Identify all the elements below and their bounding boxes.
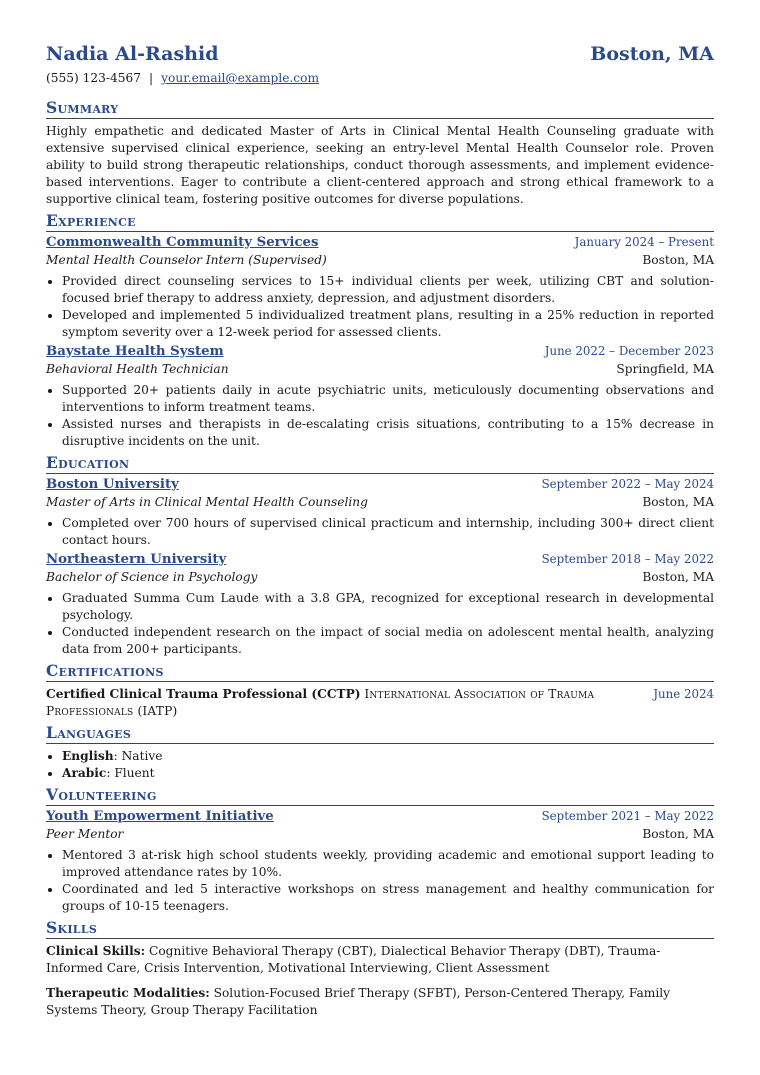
section-title-certifications: Certifications <box>46 662 714 682</box>
email-link[interactable]: your.email@example.com <box>161 71 320 85</box>
phone-number: (555) 123-4567 <box>46 71 142 85</box>
section-title-languages: Languages <box>46 724 714 744</box>
list-item: • Conducted independent research on the impact of social media on adolescent mental health, analyzing data from 200+ participants. <box>62 624 714 658</box>
certification-entry <box>46 686 714 720</box>
section-title-education: Education <box>46 454 714 474</box>
language-level: : Native <box>113 749 163 763</box>
contact-line <box>46 70 714 87</box>
bullet-list <box>46 382 714 450</box>
skill-group-label: Therapeutic Modalities: <box>46 986 210 1000</box>
list-item: • Supported 20+ patients daily in acute psychiatric units, meticulously documenting observations and interventions to inform treatment teams. <box>62 382 714 416</box>
job-location: Boston, MA <box>642 253 714 267</box>
language-item <box>62 765 714 782</box>
bullet-list <box>46 847 714 915</box>
school-location: Boston, MA <box>642 570 714 584</box>
org-link[interactable]: Youth Empowerment Initiative <box>46 809 274 824</box>
section-title-volunteering: Volunteering <box>46 786 714 806</box>
date-range: June 2022 – December 2023 <box>544 344 714 358</box>
education-entry <box>46 476 714 549</box>
bullet-list <box>46 515 714 549</box>
org-link[interactable]: Baystate Health System <box>46 344 224 359</box>
skill-group-text: Cognitive Behavioral Therapy (CBT), Dialectical Behavior Therapy (DBT), Trauma-Informed Care, Crisis Intervention, Motivational Interviewing, Client Assessment <box>46 944 661 975</box>
date-range: September 2018 – May 2022 <box>541 552 714 566</box>
list-item: • Mentored 3 at-risk high school students weekly, providing academic and emotional support leading to improved attendance rates by 10%. <box>62 847 714 881</box>
org-link[interactable]: Northeastern University <box>46 552 227 567</box>
language-name: Arabic <box>62 766 107 780</box>
education-entry <box>46 551 714 658</box>
list-item: • Completed over 700 hours of supervised clinical practicum and internship, including 300+ direct client contact hours. <box>62 515 714 549</box>
certification-name: Certified Clinical Trauma Professional (CCTP) <box>46 687 361 701</box>
experience-entry <box>46 343 714 450</box>
bullet-list <box>46 273 714 341</box>
school-location: Boston, MA <box>642 495 714 509</box>
skill-group-text: Solution-Focused Brief Therapy (SFBT), Person-Centered Therapy, Family Systems Theory, Group Therapy Facilitation <box>46 986 671 1017</box>
candidate-location: Boston, MA <box>590 43 714 65</box>
date-range: September 2022 – May 2024 <box>541 477 714 491</box>
language-item <box>62 748 714 765</box>
list-item: • Developed and implemented 5 individualized treatment plans, resulting in a 25% reduction in reported symptom severity over a 12-week period for assessed clients. <box>62 307 714 341</box>
language-level: : Fluent <box>106 766 155 780</box>
summary-text: Highly empathetic and dedicated Master of Arts in Clinical Mental Health Counseling graduate with extensive supervised clinical experience, seeking an entry-level Mental Health Counselor role. Proven ability to build strong therapeutic relationships, conduct thorough assessments, and implement evidence-based interventions. Eager to contribute a client-centered approach and strong ethical framework to a supportive clinical team, fostering positive outcomes for diverse populations. <box>46 124 714 206</box>
skill-group <box>46 943 714 977</box>
experience-entry <box>46 234 714 341</box>
skill-group <box>46 985 714 1019</box>
section-title-summary: Summary <box>46 99 714 119</box>
section-title-skills: Skills <box>46 919 714 939</box>
language-list <box>46 748 714 782</box>
language-name: English <box>62 749 114 763</box>
list-item: • Assisted nurses and therapists in de-escalating crisis situations, contributing to a 15% decrease in disruptive incidents on the unit. <box>62 416 714 450</box>
skill-group-label: Clinical Skills: <box>46 944 146 958</box>
header <box>46 0 714 64</box>
certification-date: June 2024 <box>653 687 714 701</box>
contact-separator: | <box>149 71 154 85</box>
list-item: • Provided direct counseling services to 15+ individual clients per week, utilizing CBT and solution-focused brief therapy to address anxiety, depression, and adjustment disorders. <box>62 273 714 307</box>
bullet-list <box>46 590 714 658</box>
org-link[interactable]: Boston University <box>46 477 179 492</box>
org-link[interactable]: Commonwealth Community Services <box>46 235 319 250</box>
degree: Master of Arts in Clinical Mental Health Counseling <box>46 495 368 509</box>
section-title-experience: Experience <box>46 212 714 232</box>
job-role: Behavioral Health Technician <box>46 362 229 376</box>
candidate-name: Nadia Al-Rashid <box>46 43 219 65</box>
job-location: Springfield, MA <box>616 362 714 376</box>
certification-org: International Association of Trauma Professionals (IATP) <box>46 687 595 718</box>
volunteering-entry <box>46 808 714 915</box>
volunteer-role: Peer Mentor <box>46 827 124 841</box>
date-range: September 2021 – May 2022 <box>541 809 714 823</box>
volunteer-location: Boston, MA <box>642 827 714 841</box>
job-role: Mental Health Counselor Intern (Supervised) <box>46 253 327 267</box>
list-item: • Coordinated and led 5 interactive workshops on stress management and healthy communication for groups of 10-15 teenagers. <box>62 881 714 915</box>
date-range: January 2024 – Present <box>574 235 714 249</box>
list-item: • Graduated Summa Cum Laude with a 3.8 GPA, recognized for exceptional research in developmental psychology. <box>62 590 714 624</box>
degree: Bachelor of Science in Psychology <box>46 570 258 584</box>
